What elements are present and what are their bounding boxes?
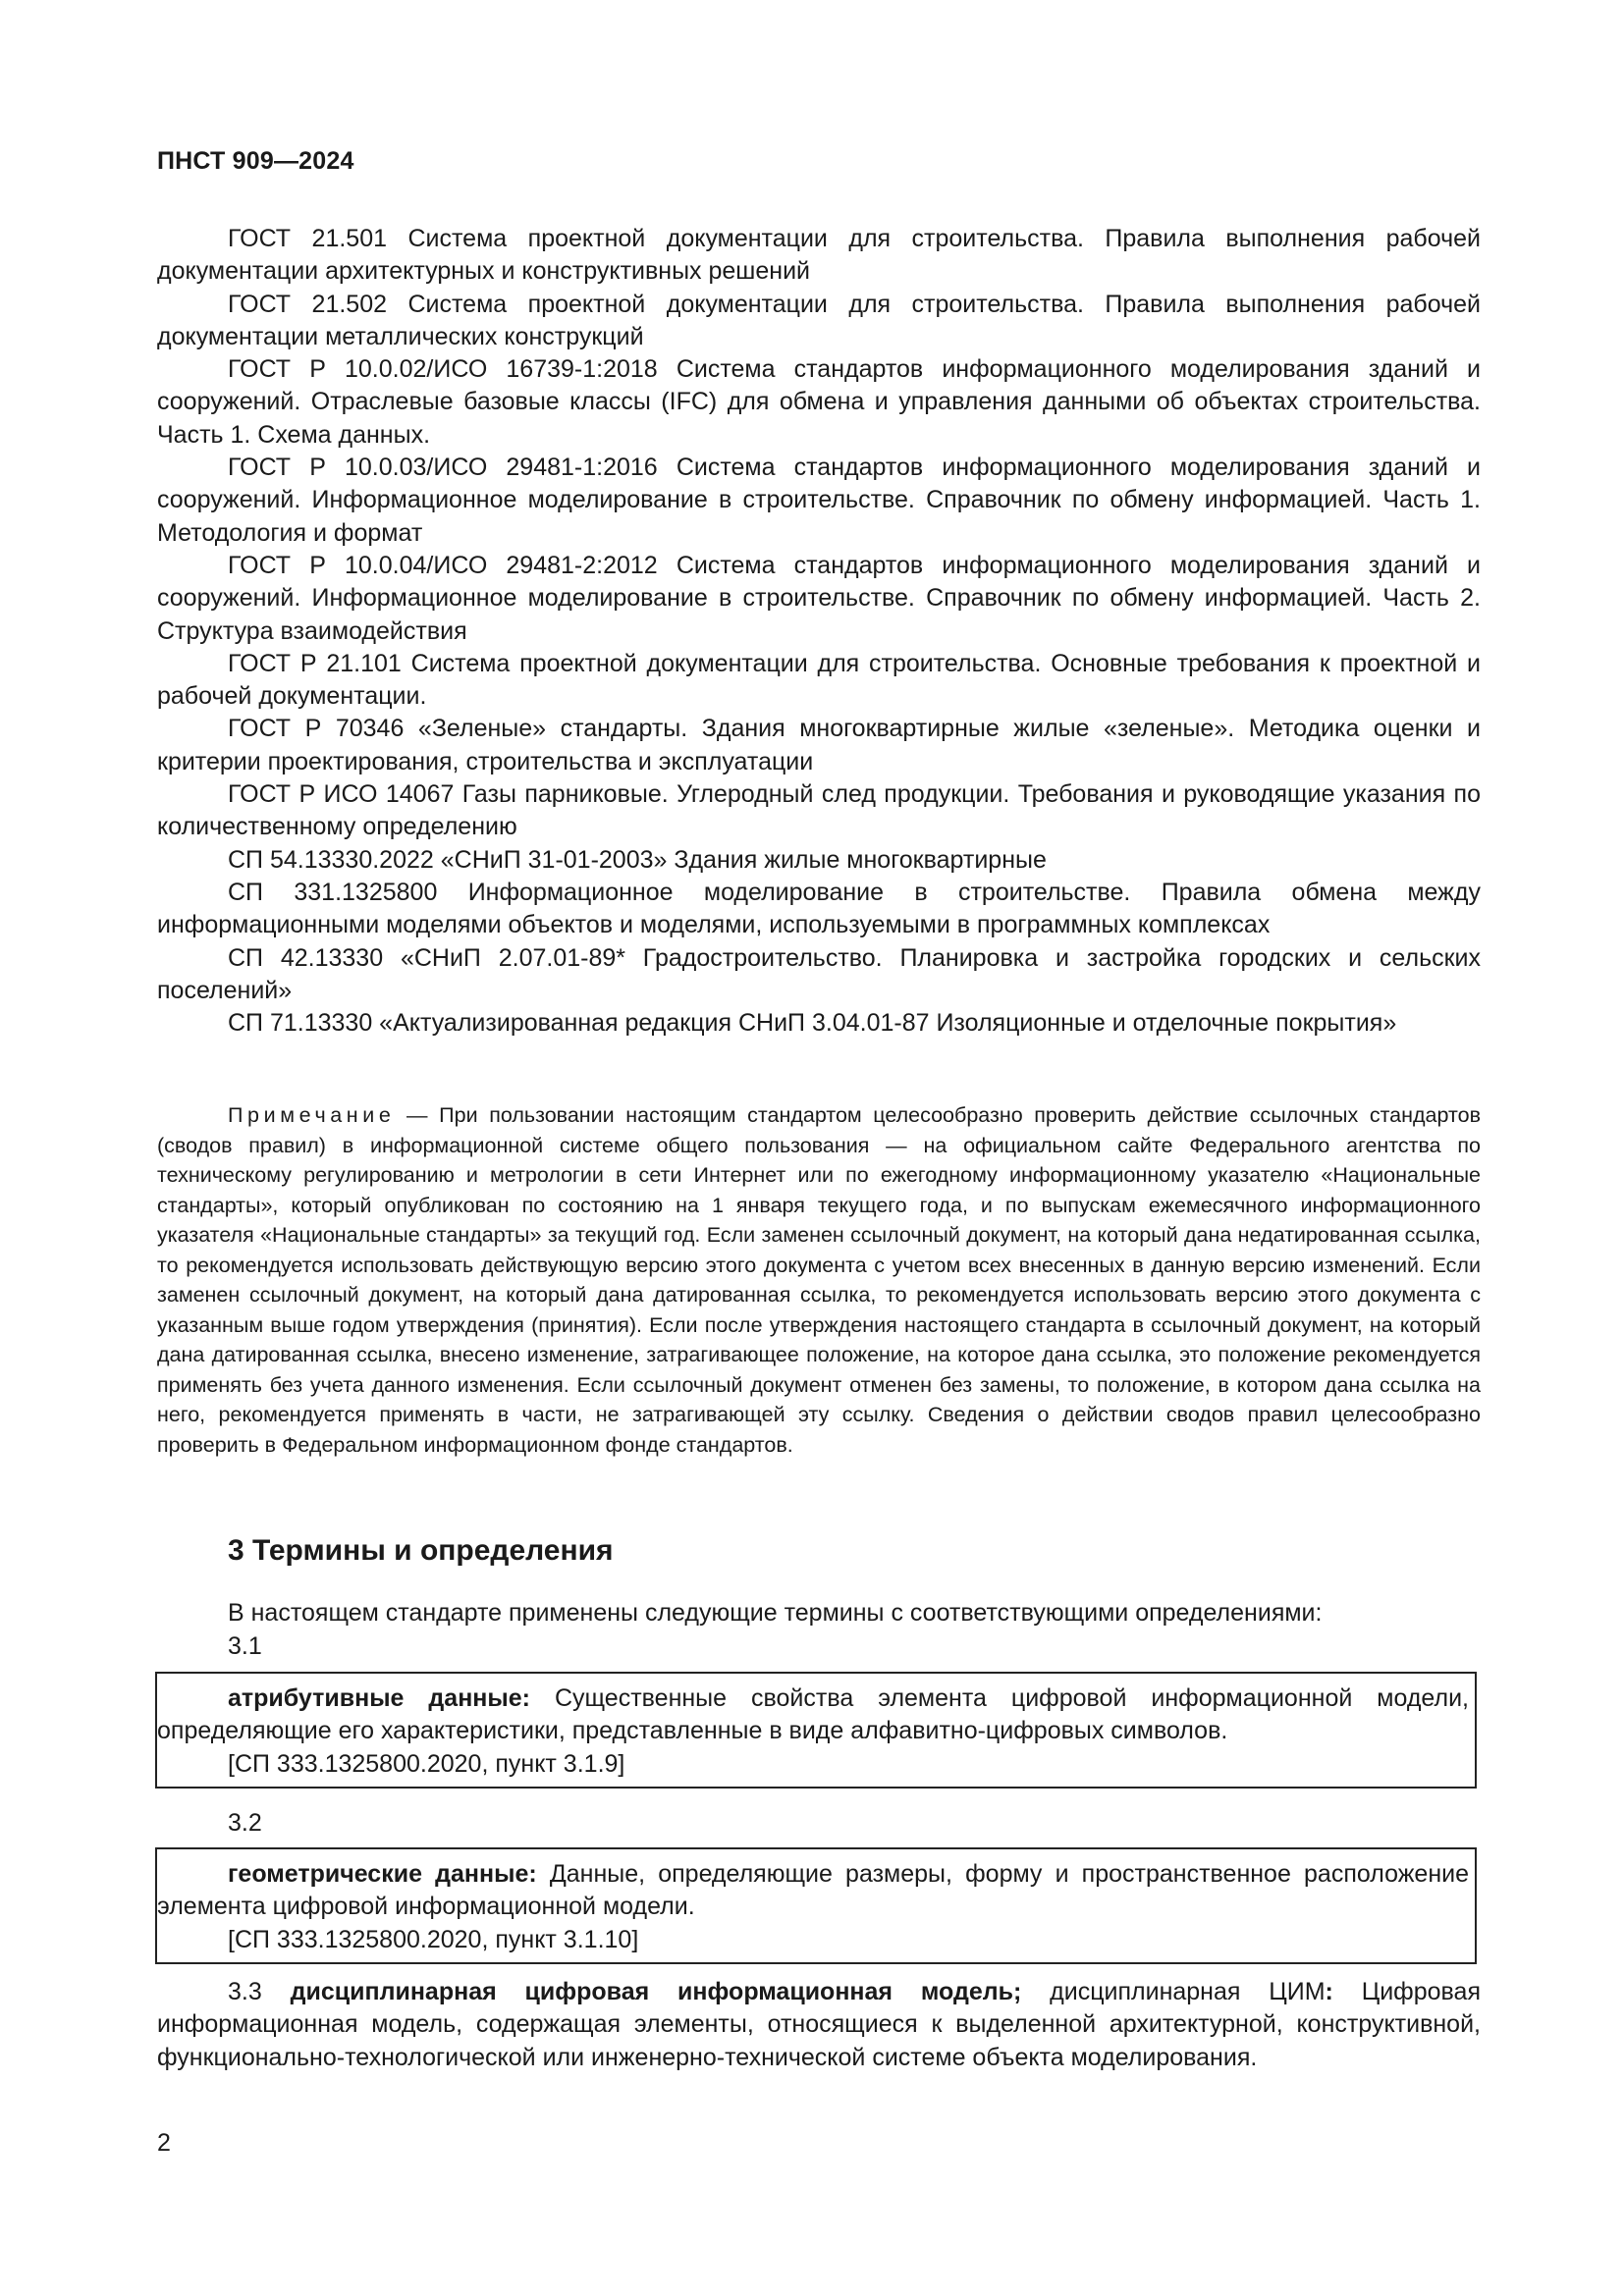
reference-item: ГОСТ Р 70346 «Зеленые» стандарты. Здания многоквартирные жилые «зеленые». Методика оценки и критерии проектирования, строительства и эксплуатации bbox=[157, 715, 1481, 775]
note-text: При пользовании настоящим стандартом целесообразно проверить действие ссылочных стандартов (сводов правил) в информационной системе общего пользования — на официальном сайте Федерального агентства по техническому регулированию и метрологии в сети Интернет или по ежегодному информационному указателю «Национальные стандарты», который опубликован по состоянию на 1 января текущего года, и по выпускам ежемесячного информационного указателя «Национальные стандарты» за текущий год. Если заменен ссылочный документ, на который дана недатированная ссылка, то рекомендуется использовать действующую версию этого документа с учетом всех внесенных в данную версию изменений. Если заменен ссылочный документ, на который дана датированная ссылка, то рекомендуется использовать версию этого документа с указанным выше годом утверждения (принятия). Если после утверждения настоящего стандарта в ссылочный документ, на который дана датированная ссылка, внесено изменение, затрагивающее положение, на которое дана ссылка, это положение рекомендуется применять без учета данного изменения. Если ссылочный документ отменен без замены, то положение, в котором дана ссылка на него, рекомендуется применять в части, не затрагивающей эту ссылку. Сведения о действии сводов правил целесообразно проверить в Федеральном информационном фонде стандартов. bbox=[157, 1103, 1481, 1457]
reference-item: СП 42.13330 «СНиП 2.07.01-89* Градостроительство. Планировка и застройка городских и сельских поселений» bbox=[157, 943, 1481, 1004]
term-colon: : bbox=[1325, 1978, 1333, 2005]
note-dash: — bbox=[395, 1103, 440, 1127]
definition-text: Цифровая информационная модель, содержащая элементы, относящиеся к выделенной архитектурной, конструктивной, функционально-технологической или инженерно-технической системе объекта моделирования. bbox=[157, 1978, 1481, 2071]
definition-text: Данные, определяющие размеры, форму и пространственное расположение элемента цифровой информационной модели. bbox=[157, 1860, 1469, 1921]
term-name: дисциплинарная цифровая информационная модель; bbox=[290, 1978, 1022, 2005]
reference-item: СП 71.13330 «Актуализированная редакция СНиП 3.04.01-87 Изоляционные и отделочные покрытия» bbox=[228, 1009, 1397, 1038]
reference-item: СП 54.13330.2022 «СНиП 31-01-2003» Здания жилые многоквартирные bbox=[228, 845, 1047, 874]
term-definition bbox=[157, 1682, 1475, 1748]
term-definition bbox=[157, 1976, 1481, 2074]
note-label: Примечание bbox=[228, 1103, 396, 1127]
term-name: атрибутивные данные: bbox=[228, 1684, 530, 1712]
section-title: 3 Термины и определения bbox=[228, 1534, 614, 1567]
reference-item: ГОСТ 21.502 Система проектной документации для строительства. Правила выполнения рабочей документации металлических конструкций bbox=[157, 290, 1481, 350]
term-definition bbox=[157, 1858, 1475, 1924]
term-box bbox=[155, 1847, 1477, 1964]
reference-item: ГОСТ 21.501 Система проектной документации для строительства. Правила выполнения рабочей документации архитектурных и конструктивных решений bbox=[157, 225, 1481, 286]
term-name: геометрические данные: bbox=[228, 1860, 537, 1888]
document-code: ПНСТ 909—2024 bbox=[157, 147, 354, 175]
term-source: [СП 333.1325800.2020, пункт 3.1.10] bbox=[228, 1925, 639, 1953]
term-synonym: дисциплинарная ЦИМ bbox=[1021, 1978, 1326, 2005]
normative-references bbox=[157, 223, 1481, 1040]
term-source: [СП 333.1325800.2020, пункт 3.1.9] bbox=[228, 1749, 625, 1778]
reference-item: ГОСТ Р 10.0.04/ИСО 29481-2:2012 Система стандартов информационного моделирования зданий и сооружений. Информационное моделирование в строительстве. Справочник по обмену информацией. Часть 2. Структура взаимодействия bbox=[157, 551, 1481, 645]
reference-item: ГОСТ Р ИСО 14067 Газы парниковые. Углеродный след продукции. Требования и руководящие указания по количественному определению bbox=[157, 780, 1481, 841]
term-3-3 bbox=[157, 1976, 1481, 2074]
reference-item: ГОСТ Р 21.101 Система проектной документации для строительства. Основные требования к проектной и рабочей документации. bbox=[157, 649, 1481, 711]
term-number: 3.1 bbox=[228, 1632, 262, 1660]
page-number: 2 bbox=[157, 2129, 171, 2157]
note-paragraph bbox=[157, 1100, 1481, 1460]
definition-text: Существенные свойства элемента цифровой информационной модели, определяющие его характеристики, представленные в виде алфавитно-цифровых символов. bbox=[157, 1684, 1469, 1745]
term-number: 3.2 bbox=[228, 1809, 262, 1837]
term-box bbox=[155, 1672, 1477, 1789]
reference-item: СП 331.1325800 Информационное моделирование в строительстве. Правила обмена между информационными моделями объектов и моделями, используемыми в программных комплексах bbox=[157, 878, 1481, 939]
term-number: 3.3 bbox=[228, 1978, 262, 2005]
section-intro: В настоящем стандарте применены следующие термины с соответствующими определениями: bbox=[228, 1599, 1323, 1627]
reference-item: ГОСТ Р 10.0.03/ИСО 29481-1:2016 Система стандартов информационного моделирования зданий и сооружений. Информационное моделирование в строительстве. Справочник по обмену информацией. Часть 1. Методология и формат bbox=[157, 454, 1481, 547]
reference-item: ГОСТ Р 10.0.02/ИСО 16739-1:2018 Система стандартов информационного моделирования зданий и сооружений. Отраслевые базовые классы (IFC) для обмена и управления данными об объектах строительства. Часть 1. Схема данных. bbox=[157, 355, 1481, 449]
